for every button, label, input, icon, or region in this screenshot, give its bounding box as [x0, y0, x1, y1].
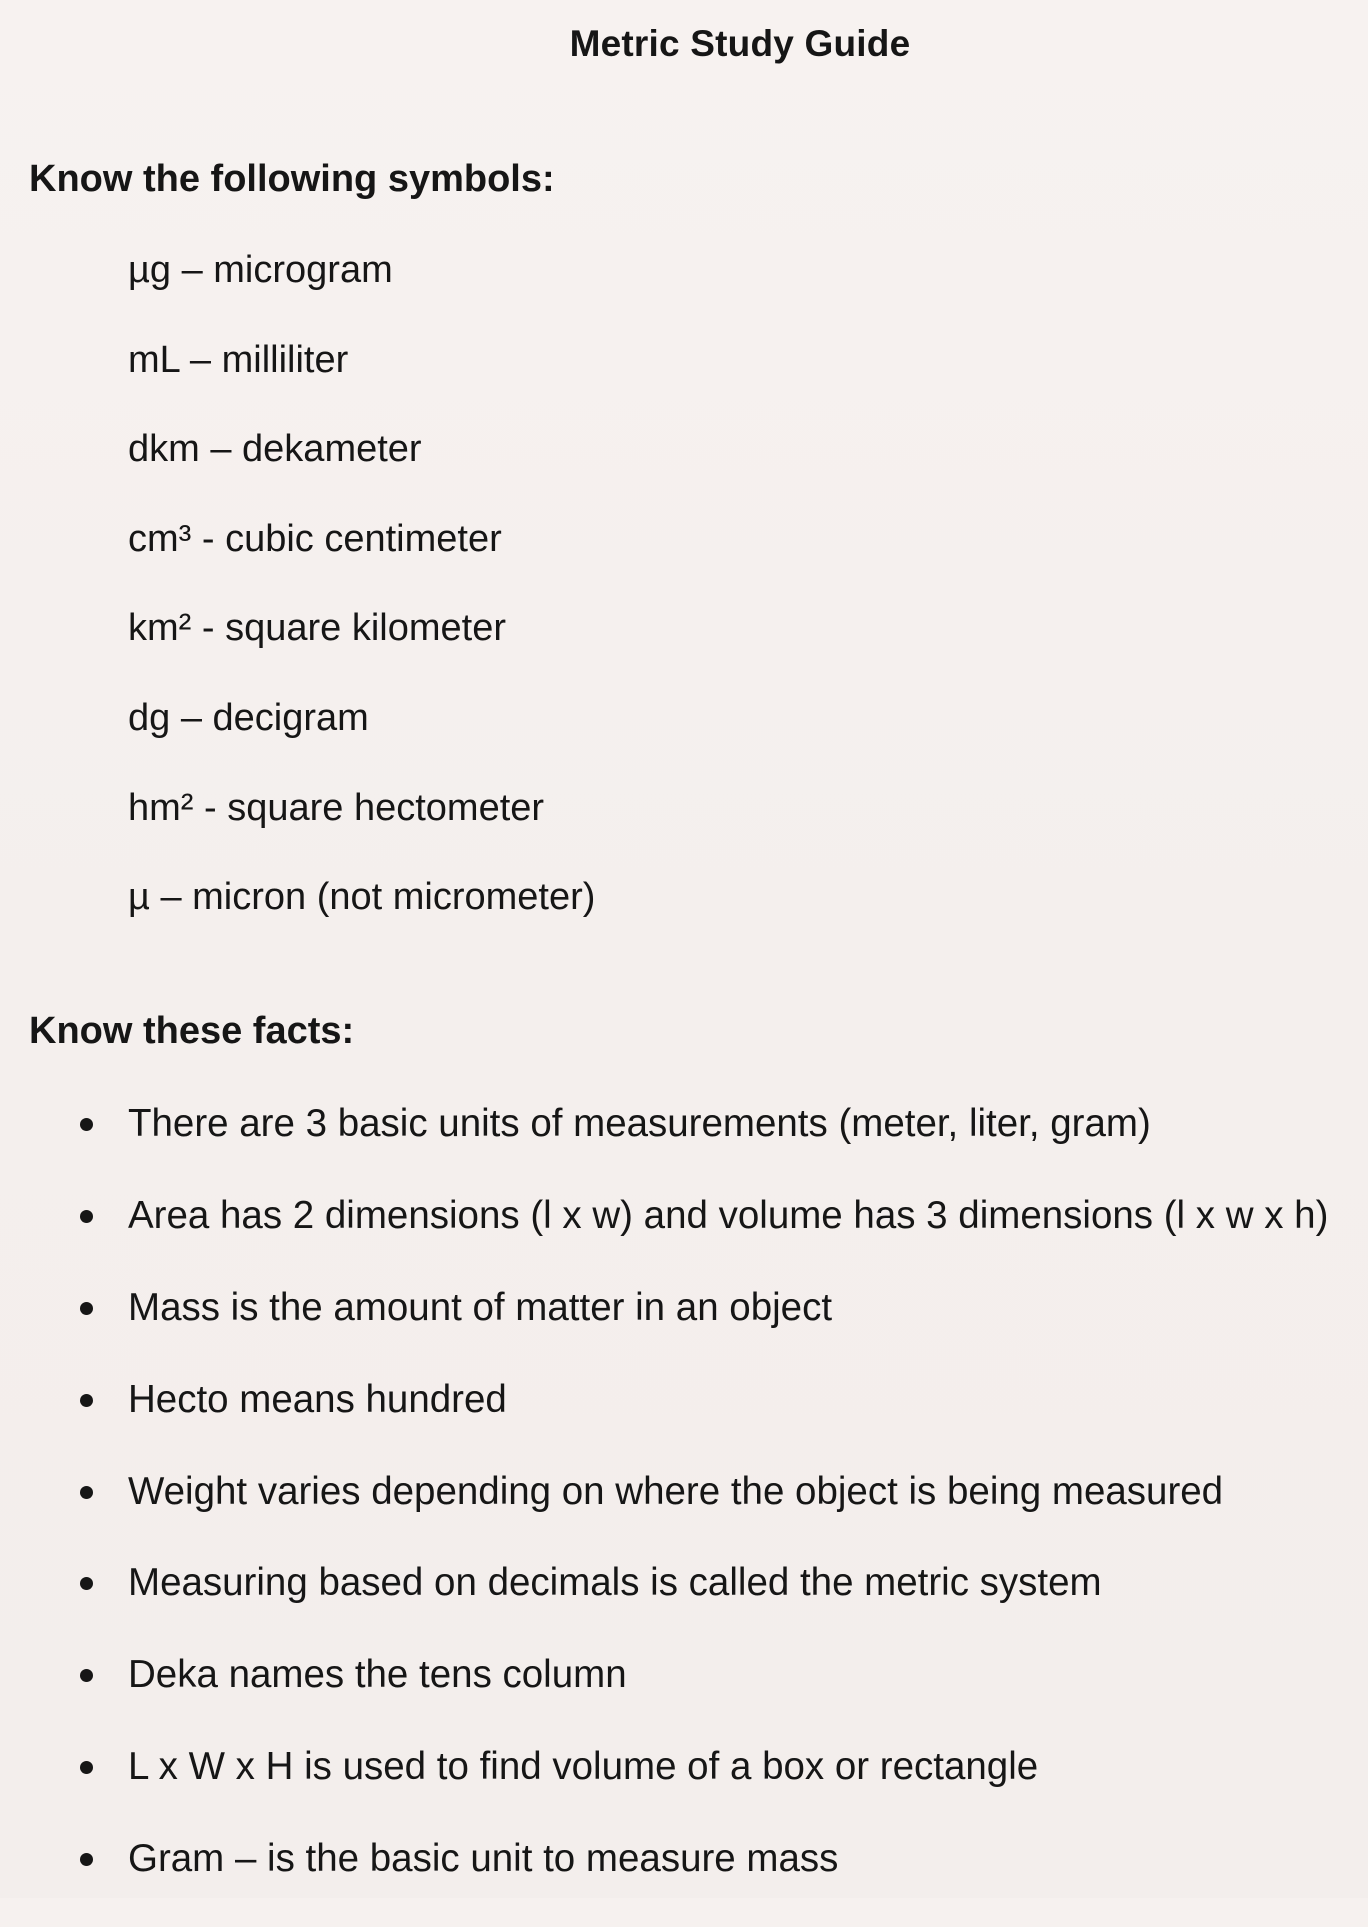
bullet-icon [80, 1394, 93, 1407]
symbol-item: hm² - square hectometer [128, 786, 545, 829]
fact-text: L x W x H is used to find volume of a box or rectangle [128, 1745, 1039, 1789]
symbol-item: µ – micron (not micrometer) [128, 876, 596, 919]
symbol-item: cm³ - cubic centimeter [128, 517, 502, 560]
bullet-icon [80, 1118, 93, 1131]
bullet-icon [80, 1853, 93, 1866]
symbols-heading: Know the following symbols: [29, 158, 555, 200]
fact-text: Weight varies depending on where the object is being measured [128, 1469, 1224, 1513]
fact-text: Area has 2 dimensions (l x w) and volume has 3 dimensions (l x w x h) [128, 1193, 1329, 1237]
fact-text: Measuring based on decimals is called the metric system [128, 1561, 1102, 1605]
bullet-icon [80, 1486, 93, 1499]
fact-text: Gram – is the basic unit to measure mass [128, 1837, 839, 1881]
symbol-item: mL – milliliter [128, 338, 349, 381]
bullet-icon [80, 1669, 93, 1682]
fact-text: Mass is the amount of matter in an object [128, 1285, 833, 1329]
fact-text: Deka names the tens column [128, 1653, 627, 1697]
symbol-list [128, 246, 595, 963]
symbol-item: dg – decigram [128, 696, 369, 739]
symbol-item: km² - square kilometer [128, 607, 506, 650]
bullet-icon [80, 1577, 93, 1590]
bullet-icon [80, 1761, 93, 1774]
page-title: Metric Study Guide [569, 23, 911, 64]
facts-heading: Know these facts: [29, 1010, 355, 1052]
fact-text: Hecto means hundred [128, 1377, 507, 1421]
fact-text: There are 3 basic units of measurements (meter, liter, gram) [128, 1102, 1151, 1145]
symbol-item: dkm – dekameter [128, 428, 422, 471]
bullet-icon [80, 1302, 93, 1315]
symbol-item: µg – microgram [128, 249, 393, 291]
bullet-icon [80, 1210, 93, 1223]
